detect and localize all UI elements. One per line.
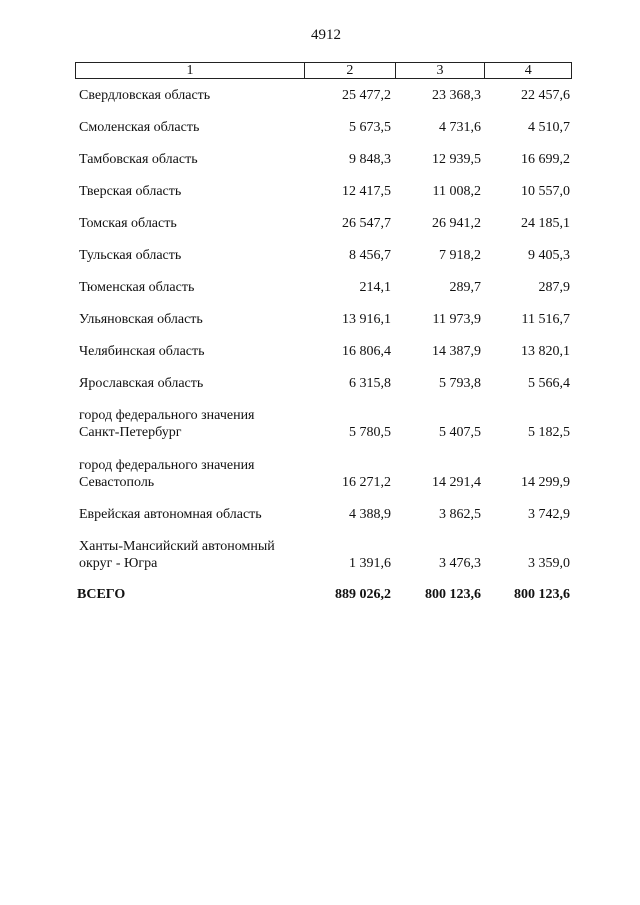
value-col4: 9 405,3 xyxy=(528,248,570,263)
value-col4: 14 299,9 xyxy=(521,475,570,490)
region-name-line: Тверская область xyxy=(79,184,182,199)
value-col2: 1 391,6 xyxy=(349,556,391,571)
region-name-line: округ - Югра xyxy=(79,556,158,571)
value-col3: 5 407,5 xyxy=(439,425,481,440)
value-col2: 16 806,4 xyxy=(342,344,391,359)
page-number: 4912 xyxy=(311,27,341,43)
value-col4: 24 185,1 xyxy=(521,216,570,231)
value-col2: 6 315,8 xyxy=(349,376,391,391)
region-name-line: Тюменская область xyxy=(79,280,195,295)
value-col4: 5 182,5 xyxy=(528,425,570,440)
total-label: ВСЕГО xyxy=(77,587,126,602)
region-name-line: город федерального значения xyxy=(79,408,255,423)
value-col3: 289,7 xyxy=(449,280,481,295)
total-col4: 800 123,6 xyxy=(514,587,570,602)
value-col2: 4 388,9 xyxy=(349,507,391,522)
region-name-line: Ярославская область xyxy=(79,376,204,391)
value-col4: 287,9 xyxy=(538,280,570,295)
region-name-line: Челябинская область xyxy=(79,344,205,359)
value-col3: 14 291,4 xyxy=(432,475,481,490)
column-header-2: 2 xyxy=(304,63,395,78)
region-name-line: Еврейская автономная область xyxy=(79,507,262,522)
value-col3: 11 008,2 xyxy=(432,184,481,199)
region-name-line: Тульская область xyxy=(79,248,182,263)
value-col3: 26 941,2 xyxy=(432,216,481,231)
value-col4: 22 457,6 xyxy=(521,88,570,103)
value-col4: 3 742,9 xyxy=(528,507,570,522)
region-name-line: Томская область xyxy=(79,216,177,231)
value-col3: 12 939,5 xyxy=(432,152,481,167)
value-col3: 11 973,9 xyxy=(432,312,481,327)
value-col2: 16 271,2 xyxy=(342,475,391,490)
value-col4: 11 516,7 xyxy=(521,312,570,327)
region-name-line: город федерального значения xyxy=(79,458,255,473)
value-col4: 16 699,2 xyxy=(521,152,570,167)
value-col2: 8 456,7 xyxy=(349,248,391,263)
column-header-3: 3 xyxy=(395,63,485,78)
region-name-line: Свердловская область xyxy=(79,88,211,103)
value-col3: 5 793,8 xyxy=(439,376,481,391)
value-col2: 5 673,5 xyxy=(349,120,391,135)
value-col4: 4 510,7 xyxy=(528,120,570,135)
value-col3: 23 368,3 xyxy=(432,88,481,103)
value-col2: 25 477,2 xyxy=(342,88,391,103)
value-col2: 5 780,5 xyxy=(349,425,391,440)
value-col4: 3 359,0 xyxy=(528,556,570,571)
value-col4: 13 820,1 xyxy=(521,344,570,359)
value-col2: 9 848,3 xyxy=(349,152,391,167)
region-name-line: Ханты-Мансийский автономный xyxy=(79,539,275,554)
value-col2: 26 547,7 xyxy=(342,216,391,231)
value-col4: 5 566,4 xyxy=(528,376,570,391)
value-col3: 4 731,6 xyxy=(439,120,481,135)
value-col3: 7 918,2 xyxy=(439,248,481,263)
total-col2: 889 026,2 xyxy=(335,587,391,602)
column-header-4: 4 xyxy=(484,63,571,78)
region-name-line: Санкт-Петербург xyxy=(79,425,182,440)
region-name-line: Смоленская область xyxy=(79,120,200,135)
region-name-line: Ульяновская область xyxy=(79,312,203,327)
total-col3: 800 123,6 xyxy=(425,587,481,602)
value-col2: 13 916,1 xyxy=(342,312,391,327)
value-col3: 3 862,5 xyxy=(439,507,481,522)
value-col2: 12 417,5 xyxy=(342,184,391,199)
value-col4: 10 557,0 xyxy=(521,184,570,199)
region-name-line: Тамбовская область xyxy=(79,152,198,167)
value-col3: 3 476,3 xyxy=(439,556,481,571)
table-header xyxy=(75,62,572,79)
region-name-line: Севастополь xyxy=(79,475,155,490)
value-col3: 14 387,9 xyxy=(432,344,481,359)
value-col2: 214,1 xyxy=(359,280,391,295)
column-header-1: 1 xyxy=(186,63,194,78)
